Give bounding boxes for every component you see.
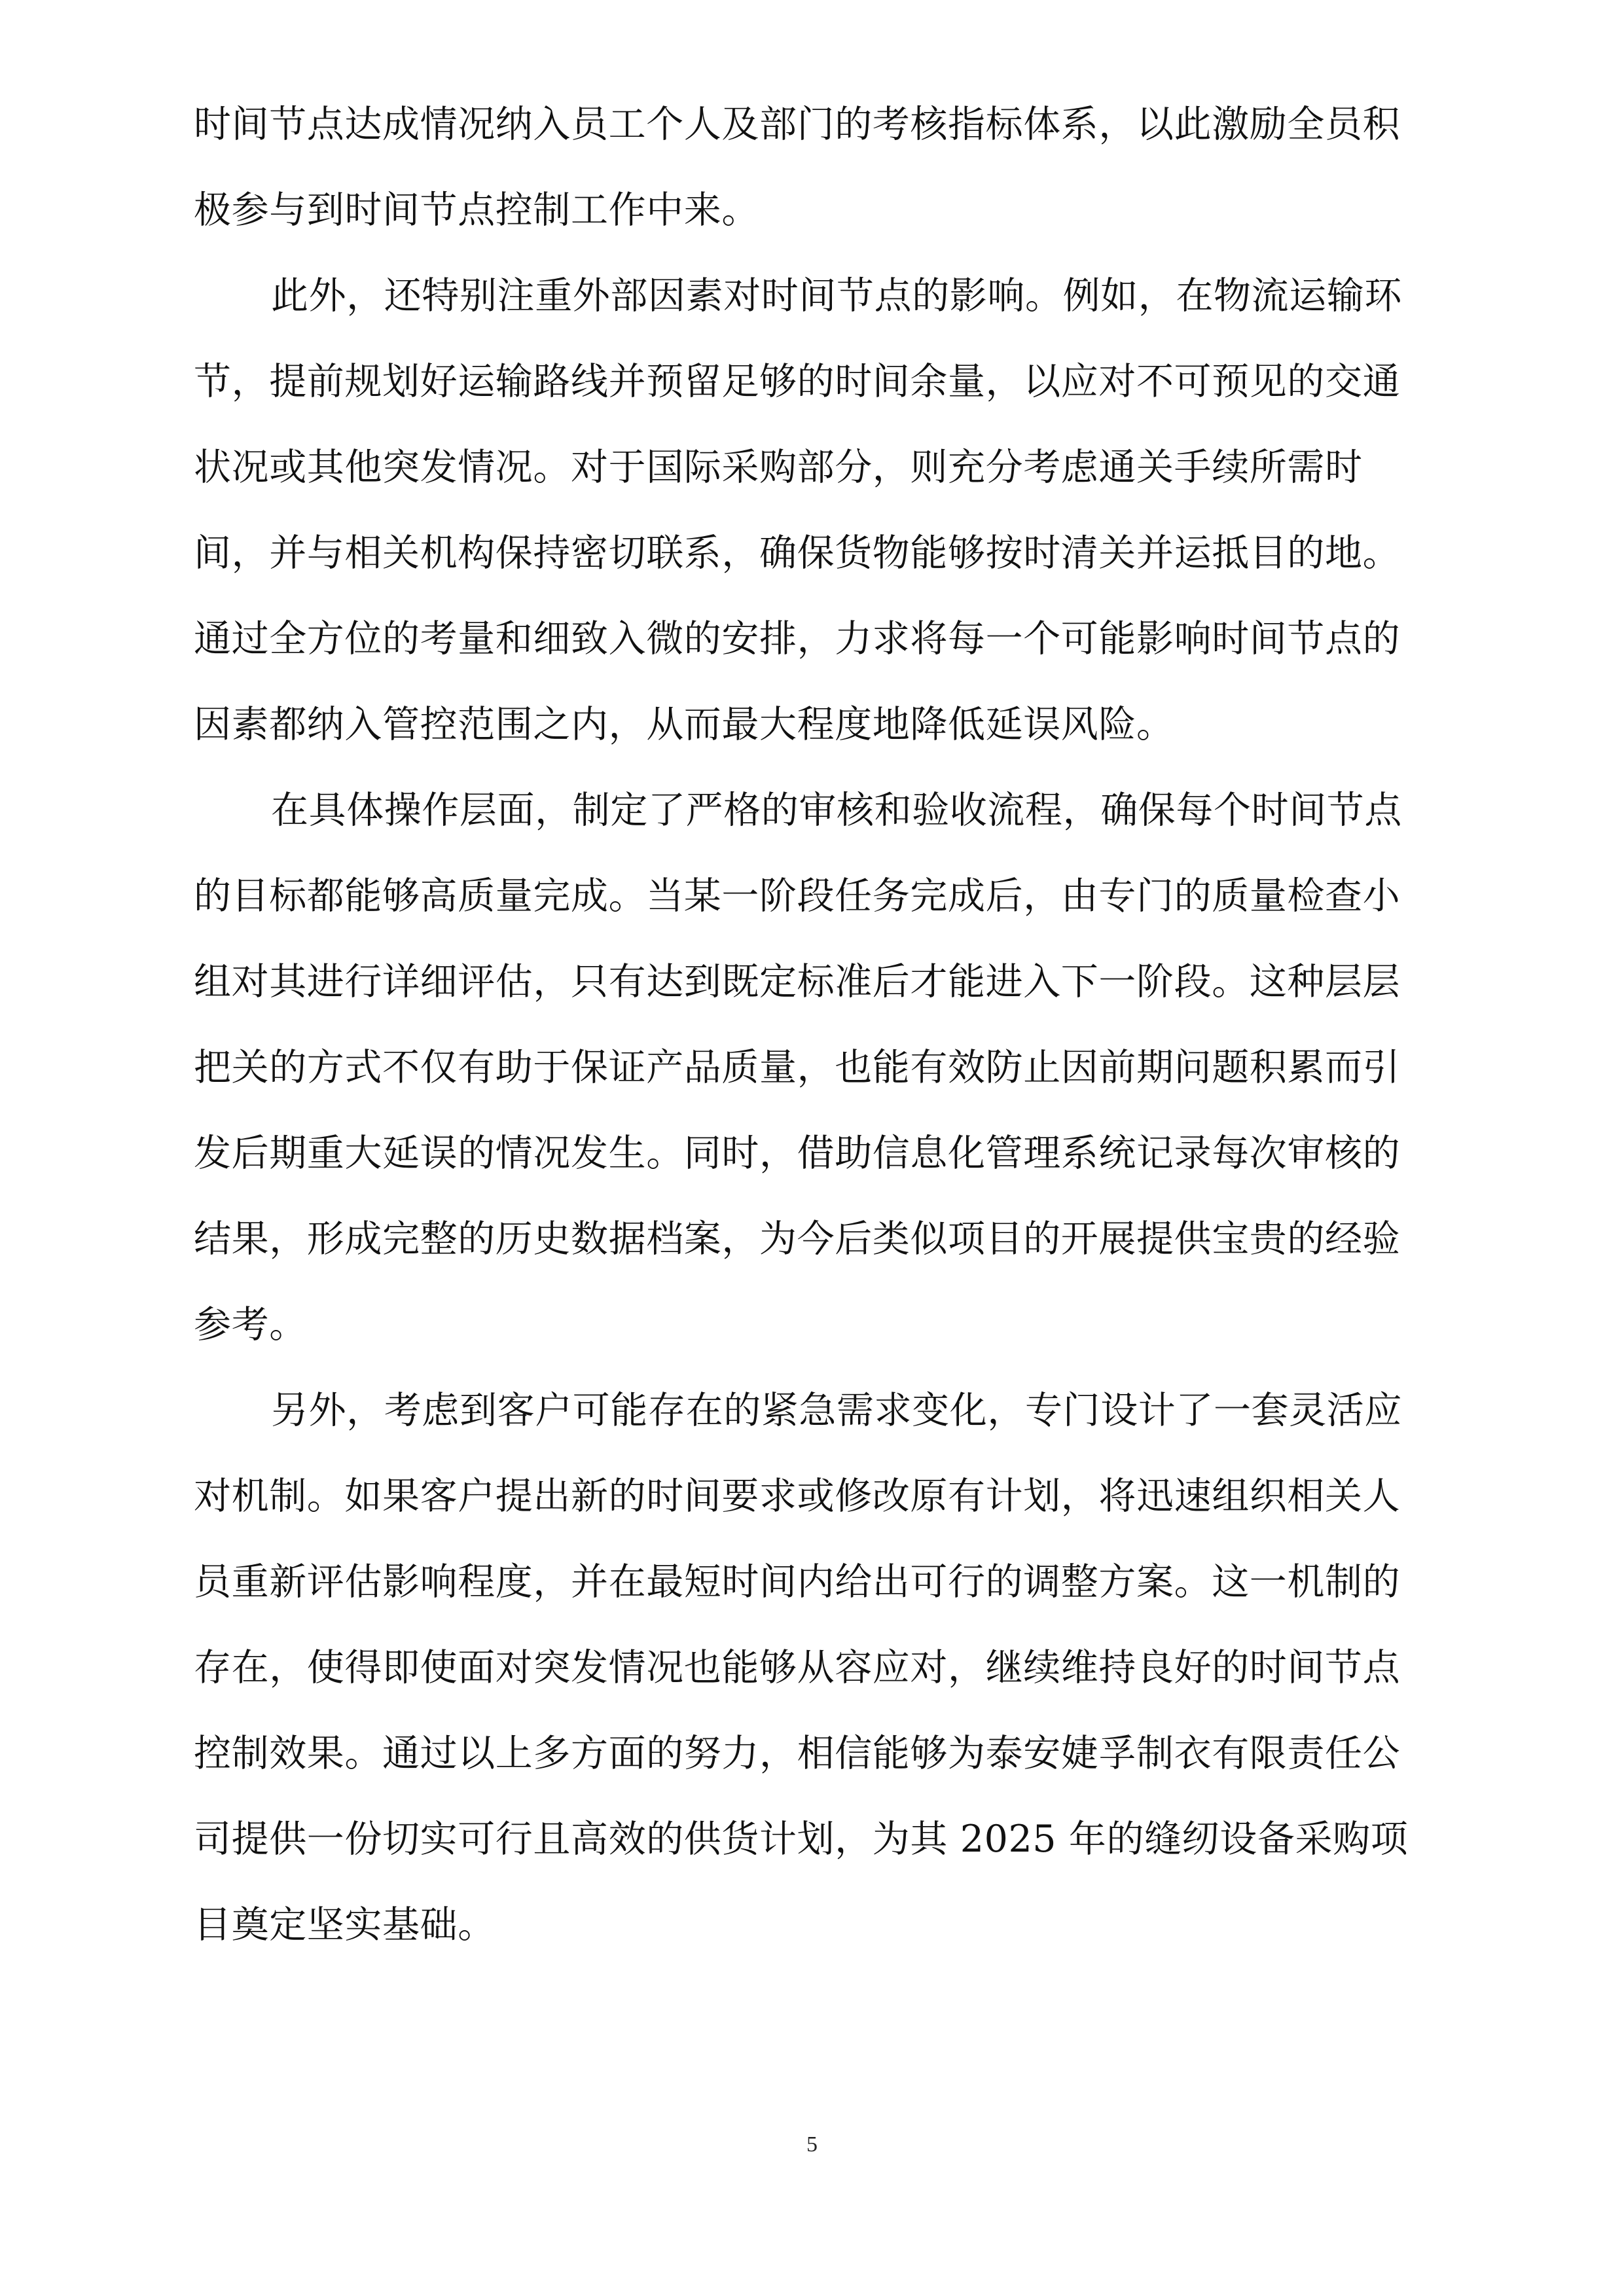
paragraph-4-line-5: 控制效果。通过以上多方面的努力，相信能够为泰安婕孚制衣有限责任公 bbox=[194, 1732, 1401, 1775]
paragraph-3-line-5: 发后期重大延误的情况发生。同时，借助信息化管理系统记录每次审核的 bbox=[194, 1132, 1401, 1175]
body-text bbox=[194, 82, 1431, 1968]
page-number: 5 bbox=[806, 2132, 818, 2157]
paragraph-2-line-1: 此外，还特别注重外部因素对时间节点的影响。例如，在物流运输环 bbox=[271, 274, 1402, 317]
paragraph-1-line-1: 时间节点达成情况纳入员工个人及部门的考核指标体系，以此激励全员积 bbox=[194, 103, 1401, 146]
paragraph-2-line-3: 状况或其他突发情况。对于国际采购部分，则充分考虑通关手续所需时 bbox=[194, 446, 1363, 489]
paragraph-3-line-3: 组对其进行详细评估，只有达到既定标准后才能进入下一阶段。这种层层 bbox=[194, 960, 1401, 1003]
paragraph-3-line-2: 的目标都能够高质量完成。当某一阶段任务完成后，由专门的质量检查小 bbox=[194, 874, 1401, 918]
paragraph-4-line-2: 对机制。如果客户提出新的时间要求或修改原有计划，将迅速组织相关人 bbox=[194, 1475, 1401, 1518]
paragraph-1-line-2: 极参与到时间节点控制工作中来。 bbox=[194, 188, 759, 232]
paragraph-3-line-7: 参考。 bbox=[194, 1303, 307, 1346]
paragraph-4-line-7: 目奠定坚实基础。 bbox=[194, 1903, 496, 1946]
paragraph-3-line-1: 在具体操作层面，制定了严格的审核和验收流程，确保每个时间节点 bbox=[271, 789, 1402, 832]
paragraph-2-line-6: 因素都纳入管控范围之内，从而最大程度地降低延误风险。 bbox=[194, 703, 1174, 746]
paragraph-4-line-4: 存在，使得即使面对突发情况也能够从容应对，继续维持良好的时间节点 bbox=[194, 1646, 1401, 1689]
paragraph-2-line-4: 间，并与相关机构保持密切联系，确保货物能够按时清关并运抵目的地。 bbox=[194, 531, 1401, 575]
paragraph-4-line-1: 另外，考虑到客户可能存在的紧急需求变化，专门设计了一套灵活应 bbox=[271, 1389, 1402, 1432]
paragraph-4-line-3: 员重新评估影响程度，并在最短时间内给出可行的调整方案。这一机制的 bbox=[194, 1560, 1401, 1604]
paragraph-3-line-6: 结果，形成完整的历史数据档案，为今后类似项目的开展提供宝贵的经验 bbox=[194, 1217, 1401, 1261]
paragraph-3-line-4: 把关的方式不仅有助于保证产品质量，也能有效防止因前期问题积累而引 bbox=[194, 1046, 1401, 1089]
paragraph-2-line-2: 节，提前规划好运输路线并预留足够的时间余量，以应对不可预见的交通 bbox=[194, 360, 1401, 403]
paragraph-4-line-6: 司提供一份切实可行且高效的供货计划，为其 2025 年的缝纫设备采购项 bbox=[194, 1818, 1409, 1861]
paragraph-2-line-5: 通过全方位的考量和细致入微的安排，力求将每一个可能影响时间节点的 bbox=[194, 617, 1401, 660]
